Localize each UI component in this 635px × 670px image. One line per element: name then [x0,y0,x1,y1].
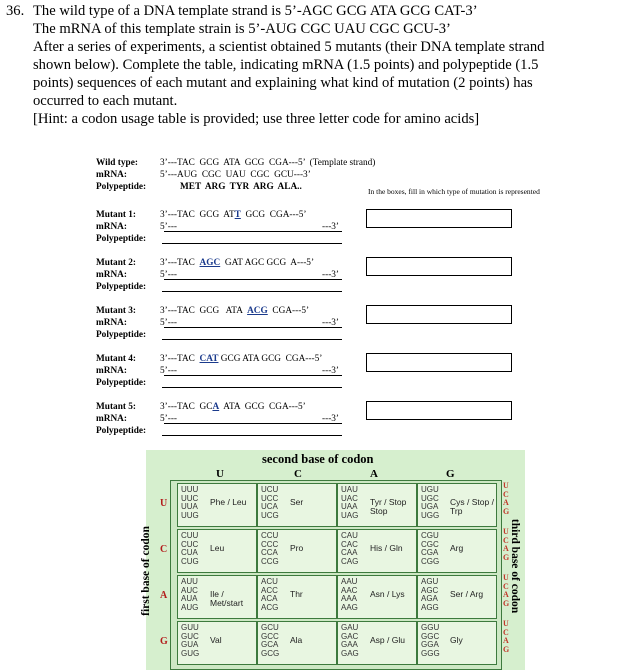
question-line: The mRNA of this template strain is 5’-AUG CGC UAU CGC GCU-3’ [33,21,451,37]
codon-cell [337,483,417,527]
first-base-letter: A [160,590,168,601]
boxes-note: In the boxes, fill in which type of mutation is represented [368,187,540,196]
row-label: Wild type: [96,158,138,168]
codon-cell [177,483,257,527]
first-base-letter: C [160,544,168,555]
polypeptide-answer-line[interactable] [162,243,342,244]
mutation-site: AGC [199,258,221,268]
third-base-letter: G [503,552,510,562]
mutation-type-box[interactable] [366,257,512,276]
codon-list: AGU AGC AGA AGG [421,577,439,612]
mutant-block [96,353,396,389]
codon-table [139,450,525,670]
mutation-site: T [234,210,241,220]
third-base-letter: U [503,573,509,582]
five-prime-label: 5’--- [160,270,178,280]
second-base-letter: C [294,468,302,480]
sequence-part: 3’---TAC GC [160,402,213,412]
polypeptide-answer-line[interactable] [162,339,342,340]
wild-polypeptide: MET ARG TYR ARG ALA.. [180,182,302,192]
mutant-template [160,257,314,269]
mutation-site: ACG [247,306,268,316]
codon-cell [337,529,417,573]
amino-acid-label: Thr [290,589,303,599]
row-label: Polypeptide: [96,234,147,244]
third-base-letter: U [503,527,509,536]
sequence-part: ATA GCG CGA---5’ [219,402,306,412]
second-base-letter: U [216,468,224,480]
question-number: 36. [6,3,25,19]
sequence-part: 3’---TAC [160,258,200,268]
sequence-part: 3’---TAC GCG AT [160,210,235,220]
amino-acid-label: Gly [450,635,463,645]
codon-list: GUU GUC GUA GUG [181,623,200,658]
codon-list: GGU GGC GGA GGG [421,623,440,658]
third-base-letters [503,482,509,516]
row-label: Polypeptide: [96,330,147,340]
mutant-template [160,305,309,317]
mutant-template [160,353,322,365]
mutant-template [160,401,306,413]
first-base-letter: U [160,498,168,509]
row-label: Mutant 4: [96,354,137,364]
question-line: points) sequences of each mutant and explaining what kind of mutation (2 points) has [33,75,533,91]
mutant-template [160,209,306,221]
third-base-letter: U [503,481,509,490]
three-prime-label: ---3’ [322,270,340,280]
sequence-part: CGA---5’ [267,306,310,316]
row-label: Polypeptide: [96,426,147,436]
mutant-block [96,401,396,437]
mrna-answer-line[interactable] [164,423,342,424]
row-label: Mutant 5: [96,402,137,412]
wild-mrna: 5’---AUG CGC UAU CGC GCU---3’ [160,170,311,180]
codon-list: CGU CGC CGA CGG [421,531,440,566]
five-prime-label: 5’--- [160,366,178,376]
row-label: mRNA: [96,414,127,424]
codon-cell [257,483,337,527]
third-base-letter: G [503,598,510,608]
codon-cell [417,483,497,527]
third-base-letter: G [503,644,510,654]
row-label: Mutant 2: [96,258,137,268]
codon-list: CUU CUC CUA CUG [181,531,199,566]
question-line: shown below). Complete the table, indicating mRNA (1.5 points) and polypeptide (1.5 [33,57,539,73]
five-prime-label: 5’--- [160,222,178,232]
sequence-part: GAT AGC GCG A---5’ [220,258,315,268]
codon-list: CAU CAC CAA CAG [341,531,359,566]
amino-acid-label: Cys / Stop / Trp [450,497,494,516]
five-prime-label: 5’--- [160,414,178,424]
amino-acid-label: His / Gln [370,543,403,553]
row-label: Mutant 1: [96,210,137,220]
sequence-part: GCG ATA GCG CGA---5’ [218,354,323,364]
mutation-type-box[interactable] [366,353,512,372]
mutation-site: CAT [199,354,219,364]
codon-grid [170,480,502,670]
codon-list: GCU GCC GCA GCG [261,623,280,658]
third-base-letter: C [503,535,509,545]
third-base-letters [503,620,509,654]
question-line: After a series of experiments, a scientist obtained 5 mutants (their DNA template strand [33,39,545,55]
mutant-block [96,305,396,341]
polypeptide-answer-line[interactable] [162,435,342,436]
codon-list: AAU AAC AAA AAG [341,577,358,612]
codon-list: GAU GAC GAA GAG [341,623,359,658]
codon-list: ACU ACC ACA ACG [261,577,279,612]
row-label: mRNA: [96,270,127,280]
row-label: Polypeptide: [96,378,147,388]
mutation-type-box[interactable] [366,209,512,228]
codon-cell [177,529,257,573]
mutant-block [96,209,396,245]
question-hint: [Hint: a codon usage table is provided; use three letter code for amino acids] [33,111,480,127]
codon-cell [417,575,497,619]
third-base-letter: C [503,581,509,591]
second-base-letter: A [370,468,378,480]
third-base-label: third base of codon [509,518,522,614]
row-label: mRNA: [96,318,127,328]
amino-acid-label: Pro [290,543,304,553]
codon-list: UUU UUC UUA UUG [181,485,199,520]
codon-cell [177,621,257,665]
row-label: Polypeptide: [96,282,147,292]
sequence-part: 3’---TAC GCG ATA [160,306,248,316]
third-base-letter: U [503,619,509,628]
mutation-type-box[interactable] [366,401,512,420]
question-line: The wild type of a DNA template strand is 5’-AGC GCG ATA GCG CAT-3’ [33,3,478,19]
amino-acid-label: Arg [450,543,464,553]
amino-acid-label: Val [210,635,222,645]
codon-list: CCU CCC CCA CCG [261,531,279,566]
codon-cell [337,575,417,619]
third-base-letter: C [503,489,509,499]
codon-cell [337,621,417,665]
codon-list: AUU AUC AUA AUG [181,577,199,612]
mutation-site: A [212,402,220,412]
codon-cell [417,621,497,665]
third-base-letters [503,574,509,608]
three-prime-label: ---3’ [322,222,340,232]
amino-acid-label: Ile / Met/start [210,589,244,608]
polypeptide-answer-line[interactable] [162,291,342,292]
row-label: mRNA: [96,222,127,232]
polypeptide-answer-line[interactable] [162,387,342,388]
sequence-part: 3’---TAC [160,354,200,364]
codon-cell [417,529,497,573]
first-base-letter: G [160,636,168,647]
third-base-letter: A [503,590,509,599]
codon-cell [257,575,337,619]
three-prime-label: ---3’ [322,414,340,424]
mrna-answer-line[interactable] [164,231,342,232]
third-base-letter: A [503,544,509,553]
amino-acid-label: Phe / Leu [210,497,247,507]
question-text [6,2,631,128]
row-label: Polypeptide: [96,182,147,192]
mrna-answer-line[interactable] [164,375,342,376]
row-label: mRNA: [96,170,127,180]
sequence-part: GCG CGA---5’ [240,210,307,220]
codon-cell [257,529,337,573]
codon-list: UCU UCC UCA UCG [261,485,279,520]
third-base-letter: C [503,627,509,637]
mrna-answer-line[interactable] [164,279,342,280]
wild-type-block [96,157,396,193]
third-base-letter: A [503,636,509,645]
amino-acid-label: Ala [290,635,303,645]
amino-acid-label: Tyr / Stop Stop [370,497,407,516]
row-label: Mutant 3: [96,306,137,316]
five-prime-label: 5’--- [160,318,178,328]
amino-acid-label: Ser [290,497,304,507]
codon-list: UAU UAC UAA UAG [341,485,359,520]
third-base-letter: A [503,498,509,507]
amino-acid-label: Ser / Arg [450,589,484,599]
codon-cell [177,575,257,619]
question-line: occurred to each mutant. [33,93,178,109]
third-base-letter: G [503,506,510,516]
first-base-label: first base of codon [139,526,152,616]
mutation-type-box[interactable] [366,305,512,324]
three-prime-label: ---3’ [322,318,340,328]
codon-list: UGU UGC UGA UGG [421,485,440,520]
third-base-letters [503,528,509,562]
second-base-title: second base of codon [262,452,374,466]
amino-acid-label: Asp / Glu [370,635,405,645]
mutant-block [96,257,396,293]
wild-template: 3’---TAC GCG ATA GCG CGA---5’ (Template strand) [160,158,376,168]
row-label: mRNA: [96,366,127,376]
codon-cell [257,621,337,665]
second-base-letter: G [446,468,455,480]
three-prime-label: ---3’ [322,366,340,376]
amino-acid-label: Asn / Lys [370,589,405,599]
mrna-answer-line[interactable] [164,327,342,328]
amino-acid-label: Leu [210,543,225,553]
